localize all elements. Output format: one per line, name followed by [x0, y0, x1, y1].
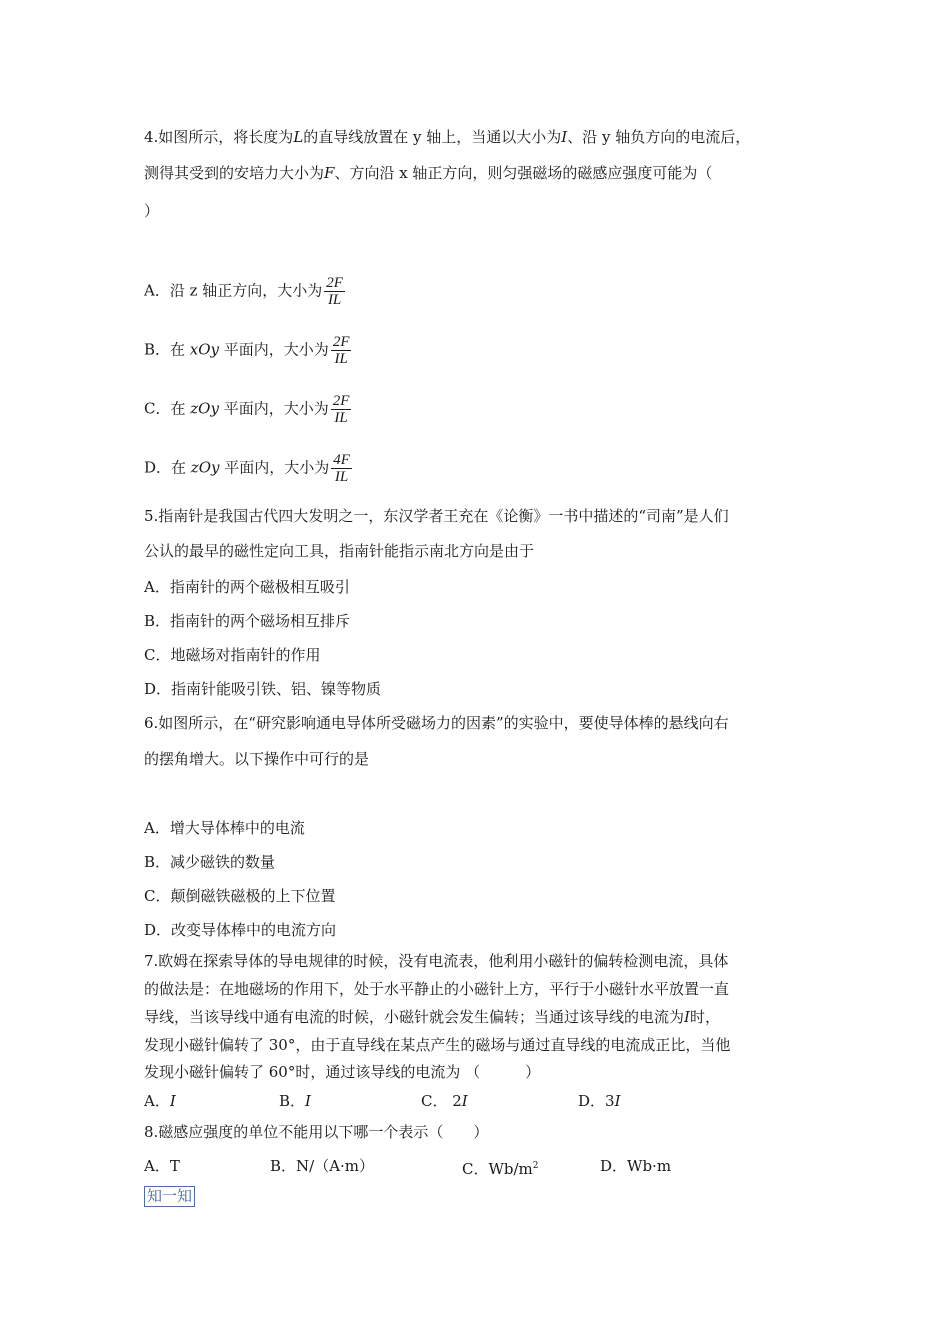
option-text: A．沿 z 轴正方向，大小为	[144, 281, 323, 300]
option-value: I	[614, 1092, 621, 1110]
q5-option-b: B．指南针的两个磁场相互排斥	[144, 612, 351, 630]
q7-line3	[144, 1007, 720, 1027]
q4-text: 的直导线放置在 y 轴上，当通以大小为	[303, 128, 562, 146]
fraction	[331, 334, 352, 367]
q4-option-d	[144, 452, 352, 485]
fraction	[331, 393, 352, 426]
q7-option-c	[421, 1091, 468, 1111]
q7-option-a	[144, 1091, 176, 1111]
q4-line1	[144, 127, 750, 147]
q6-option-c: C．颠倒磁铁磁极的上下位置	[144, 887, 336, 905]
q4-var-I: I	[561, 128, 568, 146]
option-label: A．	[144, 1092, 170, 1110]
plane-name: zOy	[190, 458, 220, 477]
q6-line1: 6.如图所示，在“研究影响通电导体所受磁场力的因素”的实验中，要使导体棒的悬线向右	[144, 714, 729, 732]
q7-line4: 发现小磁针偏转了 30°，由于直导线在某点产生的磁场与通过直导线的电流成正比，当他	[144, 1036, 731, 1054]
q4-option-b	[144, 334, 351, 367]
fraction-denominator: IL	[327, 292, 342, 308]
q8-option-a: A．T	[144, 1157, 180, 1175]
fraction-denominator: IL	[334, 351, 348, 367]
option-label: D．3	[578, 1092, 615, 1110]
q4-text: 测得其受到的安培力大小为	[144, 164, 325, 182]
q4-option-a	[144, 275, 345, 308]
q4-var-L: L	[293, 128, 304, 146]
q6-line2: 的摆角增大。以下操作中可行的是	[144, 750, 370, 768]
q7-line5: 发现小磁针偏转了 60°时，通过该导线的电流为 （ ）	[144, 1063, 541, 1081]
q6-option-b: B．减少磁铁的数量	[144, 853, 276, 871]
fraction-numerator: 2F	[332, 334, 350, 350]
q7-line2: 的做法是：在地磁场的作用下，处于水平静止的小磁针上方，平行于小磁针水平放置一直	[144, 980, 730, 998]
plane-name: zOy	[190, 399, 219, 418]
option-value: I	[305, 1092, 311, 1110]
q8-option-d: D．Wb·m	[600, 1157, 672, 1175]
q5-line2: 公认的最早的磁性定向工具，指南针能指示南北方向是由于	[144, 542, 535, 560]
option-label: B．	[279, 1092, 306, 1110]
q4-text: 4.如图所示，将长度为	[144, 128, 294, 146]
q5-option-c: C．地磁场对指南针的作用	[144, 646, 321, 664]
option-text: C．在	[144, 399, 191, 418]
superscript: 2	[532, 1161, 539, 1171]
fraction-numerator: 2F	[326, 275, 343, 291]
q7-text: 导线，当该导线中通有电流的时候，小磁针就会发生偏转；当通过该导线的电流为	[144, 1008, 685, 1026]
option-value: I	[169, 1092, 176, 1110]
q4-line2	[144, 163, 712, 183]
q4-line3: ）	[144, 202, 160, 220]
q4-option-c	[144, 393, 351, 426]
fraction-numerator: 2F	[332, 393, 350, 409]
fraction-denominator: IL	[334, 410, 348, 426]
q6-option-a: A．增大导体棒中的电流	[144, 819, 305, 837]
q8-option-c	[462, 1156, 539, 1179]
q6-option-d: D．改变导体棒中的电流方向	[144, 921, 337, 939]
q7-var-I: I	[684, 1008, 690, 1026]
fraction-denominator: IL	[334, 469, 349, 485]
option-label: C． 2	[421, 1092, 462, 1110]
fraction-numerator: 4F	[333, 452, 350, 468]
q4-var-F: F	[324, 164, 335, 182]
q8-option-b: B．N/（A·m）	[270, 1157, 375, 1175]
option-text: 平面内，大小为	[219, 458, 330, 477]
q4-text: 、方向沿 x 轴正方向，则匀强磁场的磁感应强度可能为（	[334, 164, 713, 182]
q7-option-d	[578, 1091, 621, 1111]
option-text: B．在	[144, 340, 190, 359]
zhiyizhi-link[interactable]: 知一知	[144, 1186, 195, 1207]
option-text: C．Wb/m	[462, 1160, 533, 1178]
q5-option-d: D．指南针能吸引铁、铝、镍等物质	[144, 680, 382, 698]
q8-line1: 8.磁感应强度的单位不能用以下哪一个表示（ ）	[144, 1123, 489, 1141]
q4-text: 、沿 y 轴负方向的电流后，	[567, 128, 751, 146]
q7-option-b	[279, 1091, 311, 1111]
q7-text: 时，	[689, 1008, 720, 1026]
option-text: D．在	[144, 458, 191, 477]
fraction	[324, 275, 345, 308]
option-text: 平面内，大小为	[218, 399, 329, 418]
q5-option-a: A．指南针的两个磁极相互吸引	[144, 578, 350, 596]
option-text: 平面内，大小为	[219, 340, 329, 359]
q5-line1: 5.指南针是我国古代四大发明之一，东汉学者王充在《论衡》一书中描述的“司南”是人们	[144, 507, 729, 525]
fraction	[331, 452, 352, 485]
plane-name: xOy	[189, 340, 220, 359]
q7-line1: 7.欧姆在探索导体的导电规律的时候，没有电流表，他利用小磁针的偏转检测电流，具体	[144, 952, 729, 970]
option-value: I	[461, 1092, 468, 1110]
